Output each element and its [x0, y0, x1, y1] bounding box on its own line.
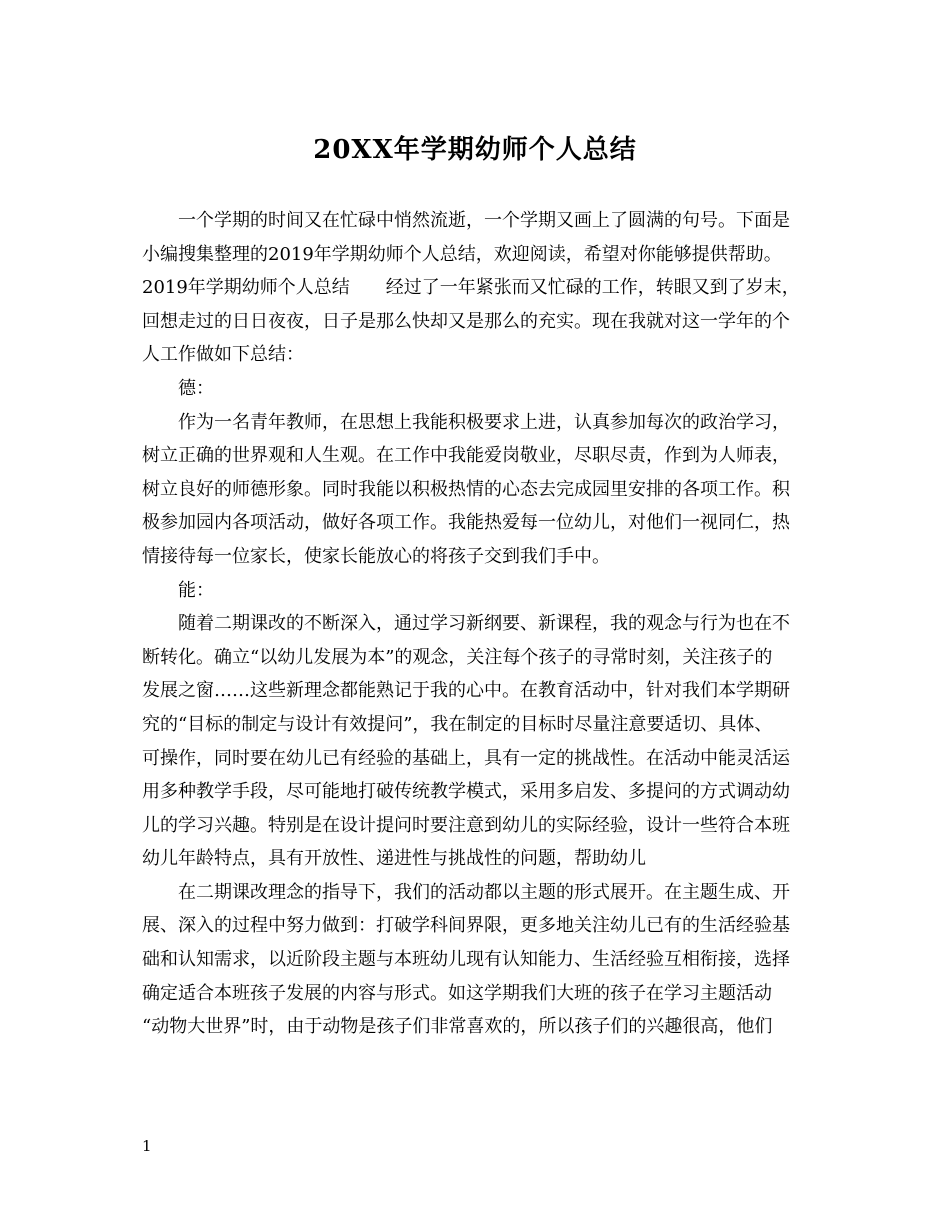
- body-line: “动物大世界”时，由于动物是孩子们非常喜欢的，所以孩子们的兴趣很高，他们: [142, 1016, 773, 1038]
- section-heading-neng: 能：: [178, 579, 214, 601]
- body-line: 确定适合本班孩子发展的内容与形式。如这学期我们大班的孩子在学习主题活动: [142, 982, 772, 1004]
- body-line: 一个学期的时间又在忙碌中悄然流逝，一个学期又画上了圆满的句号。下面是: [178, 210, 790, 231]
- body-line: 断转化。确立“以幼儿发展为本”的观念，关注每个孩子的寻常时刻，关注孩子的: [142, 646, 773, 668]
- body-line: 作为一名青年教师，在思想上我能积极要求上进，认真参加每次的政治学习，: [178, 411, 790, 433]
- body-line: 树立良好的师德形象。同时我能以积极热情的心态去完成园里安排的各项工作。积: [142, 478, 790, 500]
- body-line: 发展之窗……这些新理念都能熟记于我的心中。在教育活动中，针对我们本学期研: [142, 680, 790, 702]
- body-line: 用多种教学手段，尽可能地打破传统教学模式，采用多启发、多提问的方式调动幼: [142, 781, 790, 803]
- body-line: 2019年学期幼师个人总结 经过了一年紧张而又忙碌的工作，转眼又到了岁末，: [142, 277, 800, 299]
- body-line: 儿的学习兴趣。特别是在设计提问时要注意到幼儿的实际经验，设计一些符合本班: [142, 814, 790, 836]
- page-number: 1: [142, 1137, 152, 1155]
- body-line: 展、深入的过程中努力做到：打破学科间界限，更多地关注幼儿已有的生活经验基: [142, 915, 790, 937]
- body-line: 幼儿年龄特点，具有开放性、递进性与挑战性的问题，帮助幼儿: [142, 848, 646, 870]
- body-line: 小编搜集整理的2019年学期幼师个人总结，欢迎阅读，希望对你能够提供帮助。: [142, 243, 782, 265]
- body-line: 极参加园内各项活动，做好各项工作。我能热爱每一位幼儿，对他们一视同仁，热: [142, 512, 790, 534]
- body-line: 在二期课改理念的指导下，我们的活动都以主题的形式展开。在主题生成、开: [178, 881, 790, 903]
- body-line: 回想走过的日日夜夜，日子是那么快却又是那么的充实。现在我就对这一学年的个: [142, 310, 790, 332]
- body-line: 究的“目标的制定与设计有效提问”，我在制定的目标时尽量注意要适切、具体、: [142, 713, 773, 735]
- section-heading-de: 德：: [178, 377, 214, 399]
- document-title: 20XX年学期幼师个人总结: [313, 135, 637, 165]
- body-line: 情接待每一位家长，使家长能放心的将孩子交到我们手中。: [142, 545, 610, 567]
- document-body: [142, 204, 814, 1044]
- body-line: 可操作，同时要在幼儿已有经验的基础上，具有一定的挑战性。在活动中能灵活运: [142, 747, 790, 769]
- body-line: 础和认知需求，以近阶段主题与本班幼儿现有认知能力、生活经验互相衔接，选择: [142, 949, 790, 971]
- body-line: 随着二期课改的不断深入，通过学习新纲要、新课程，我的观念与行为也在不: [178, 613, 790, 635]
- body-line: 树立正确的世界观和人生观。在工作中我能爱岗敬业，尽职尽责，作到为人师表，: [142, 445, 790, 467]
- body-line: 人工作做如下总结：: [142, 344, 304, 366]
